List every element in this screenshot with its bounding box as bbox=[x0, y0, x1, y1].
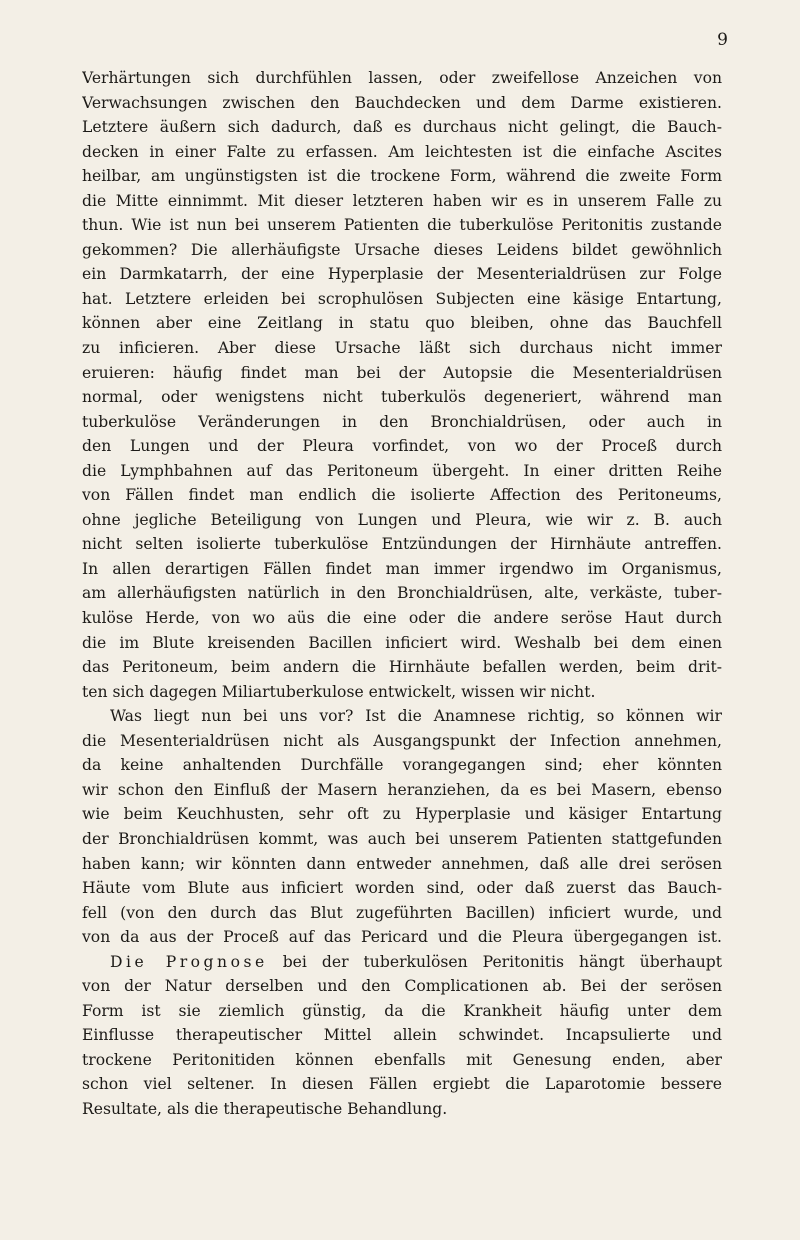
text-line: wir schon den Einfluß der Masern heranziehen, da es bei Masern, ebenso bbox=[82, 780, 722, 799]
text-line: Einflusse therapeutischer Mittel allein schwindet. Incapsulierte und bbox=[82, 1026, 722, 1045]
page-number: 9 bbox=[717, 30, 728, 50]
text-line: Die Prognose bei der tuberkulösen Peritonitis hängt überhaupt bbox=[110, 952, 722, 971]
text-line: der Bronchialdrüsen kommt, was auch bei unserem Patienten stattgefunden bbox=[82, 829, 722, 848]
text-line: Form ist sie ziemlich günstig, da die Krankheit häufig unter dem bbox=[82, 1001, 722, 1020]
text-line: zu inficieren. Aber diese Ursache läßt sich durchaus nicht immer bbox=[82, 339, 722, 358]
text-line: wie beim Keuchhusten, sehr oft zu Hyperplasie und käsiger Entartung bbox=[82, 805, 722, 824]
text-line: am allerhäufigsten natürlich in den Bronchialdrüsen, alte, verkäste, tuber- bbox=[82, 584, 722, 603]
text-line: die Mitte einnimmt. Mit dieser letzteren haben wir es in unserem Falle zu bbox=[82, 191, 722, 210]
text-line: eruieren: häufig findet man bei der Autopsie die Mesenterialdrüsen bbox=[82, 363, 722, 382]
text-line: ein Darmkatarrh, der eine Hyperplasie der Mesenterialdrüsen zur Folge bbox=[82, 265, 722, 284]
text-line: fell (von den durch das Blut zugeführten Bacillen) inficiert wurde, und bbox=[82, 903, 722, 922]
body-text bbox=[82, 66, 722, 1122]
text-line: In allen derartigen Fällen findet man immer irgendwo im Organismus, bbox=[82, 559, 722, 578]
text-line: Resultate, als die therapeutische Behandlung. bbox=[82, 1099, 448, 1118]
text-line: thun. Wie ist nun bei unserem Patienten die tuberkulöse Peritonitis zustande bbox=[82, 216, 722, 235]
text-line: von da aus der Proceß auf das Pericard und die Pleura übergegangen ist. bbox=[82, 928, 722, 947]
text-line: gekommen? Die allerhäufigste Ursache dieses Leidens bildet gewöhnlich bbox=[82, 240, 722, 259]
text-line: den Lungen und der Pleura vorfindet, von wo der Proceß durch bbox=[82, 437, 722, 456]
text-line: können aber eine Zeitlang in statu quo bleiben, ohne das Bauchfell bbox=[82, 314, 722, 333]
text-line: das Peritoneum, beim andern die Hirnhäute befallen werden, beim drit- bbox=[82, 658, 722, 677]
emphasized-term: Die Prognose bbox=[110, 952, 268, 971]
text-line: haben kann; wir könnten dann entweder annehmen, daß alle drei serösen bbox=[82, 854, 722, 873]
text-line: Letztere äußern sich dadurch, daß es durchaus nicht gelingt, die Bauch- bbox=[82, 118, 722, 137]
text-line: die Lymphbahnen auf das Peritoneum übergeht. In einer dritten Reihe bbox=[82, 461, 722, 480]
text-line: da keine anhaltenden Durchfälle vorangegangen sind; eher könnten bbox=[82, 756, 722, 775]
text-line: kulöse Herde, von wo aüs die eine oder die andere seröse Haut durch bbox=[82, 609, 722, 628]
text-line: decken in einer Falte zu erfassen. Am leichtesten ist die einfache Ascites bbox=[82, 142, 722, 161]
text-line: trockene Peritonitiden können ebenfalls mit Genesung enden, aber bbox=[82, 1050, 722, 1069]
text-line: nicht selten isolierte tuberkulöse Entzündungen der Hirnhäute antreffen. bbox=[82, 535, 722, 554]
text-line: von der Natur derselben und den Complicationen ab. Bei der serösen bbox=[82, 977, 722, 996]
text-line: tuberkulöse Veränderungen in den Bronchialdrüsen, oder auch in bbox=[82, 412, 722, 431]
text-line: die Mesenterialdrüsen nicht als Ausgangspunkt der Infection annehmen, bbox=[82, 731, 722, 750]
text-line: ohne jegliche Beteiligung von Lungen und Pleura, wie wir z. B. auch bbox=[82, 510, 722, 529]
text-line: hat. Letztere erleiden bei scrophulösen Subjecten eine käsige Entartung, bbox=[82, 289, 722, 308]
text-line: normal, oder wenigstens nicht tuberkulös degeneriert, während man bbox=[82, 388, 722, 407]
text-line: Verhärtungen sich durchfühlen lassen, oder zweifellose Anzeichen von bbox=[82, 69, 722, 87]
text-line: schon viel seltener. In diesen Fällen ergiebt die Laparotomie bessere bbox=[82, 1075, 722, 1094]
text-line: ten sich dagegen Miliartuberkulose entwickelt, wissen wir nicht. bbox=[82, 682, 596, 701]
text-line: von Fällen findet man endlich die isolierte Affection des Peritoneums, bbox=[82, 486, 722, 505]
text-line: Verwachsungen zwischen den Bauchdecken und dem Darme existieren. bbox=[82, 93, 722, 112]
text-line: die im Blute kreisenden Bacillen inficiert wird. Weshalb bei dem einen bbox=[82, 633, 722, 652]
text-line: Was liegt nun bei uns vor? Ist die Anamnese richtig, so können wir bbox=[110, 707, 722, 726]
text-line: Häute vom Blute aus inficiert worden sind, oder daß zuerst das Bauch- bbox=[82, 879, 722, 898]
text-line: heilbar, am ungünstigsten ist die trockene Form, während die zweite Form bbox=[82, 167, 722, 186]
